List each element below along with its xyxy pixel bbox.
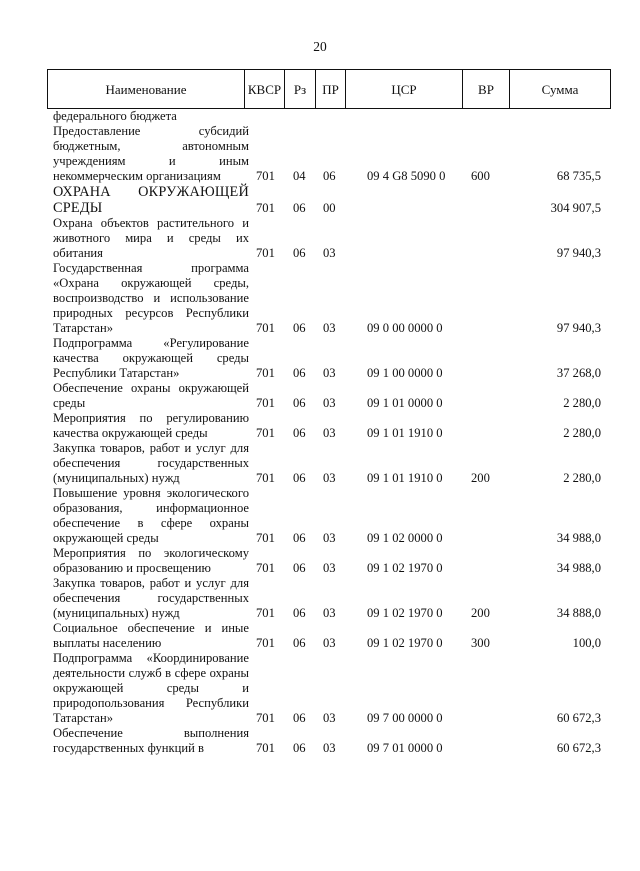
row-csr: 09 1 02 1970 0: [367, 636, 443, 650]
table-row: [0, 261, 640, 336]
row-kvsr: 701: [256, 471, 275, 485]
row-name: Мероприятия по экологическому образованию и просвещению: [53, 546, 249, 575]
row-kvsr: 701: [256, 561, 275, 575]
row-name: ОХРАНА ОКРУЖАЮЩЕЙ СРЕДЫ: [53, 184, 249, 216]
row-name: Государственная программа «Охрана окружающей среды, воспроизводство и использование природных ресурсов Республики Татарстан»: [53, 261, 249, 335]
row-vr: 300: [471, 636, 490, 650]
table-row: [0, 486, 640, 546]
row-sum: 2 280,0: [563, 396, 601, 410]
row-name: Подпрограмма «Координирование деятельности служб в сфере охраны окружающей среды и природопользования Республики Татарстан»: [53, 651, 249, 725]
row-rz: 06: [293, 426, 306, 440]
row-name: Обеспечение выполнения государственных функций в: [53, 726, 249, 755]
row-vr: 200: [471, 471, 490, 485]
table-row: [0, 124, 640, 184]
table-row: [0, 726, 640, 756]
row-pr: 03: [323, 741, 336, 755]
table-row: [0, 651, 640, 726]
row-sum: 97 940,3: [556, 246, 601, 260]
row-sum: 37 268,0: [556, 366, 601, 380]
table-row: [0, 184, 640, 216]
row-sum: 100,0: [572, 636, 601, 650]
row-rz: 06: [293, 366, 306, 380]
row-pr: 03: [323, 246, 336, 260]
row-csr: 09 0 00 0000 0: [367, 321, 443, 335]
row-sum: 60 672,3: [556, 741, 601, 755]
row-name: Мероприятия по регулированию качества окружающей среды: [53, 411, 249, 440]
row-kvsr: 701: [256, 531, 275, 545]
page-number: 20: [313, 39, 327, 54]
row-pr: 03: [323, 396, 336, 410]
table-row: [0, 336, 640, 381]
row-kvsr: 701: [256, 426, 275, 440]
row-name: Охрана объектов растительного и животного мира и среды их обитания: [53, 216, 249, 260]
row-pr: 03: [323, 426, 336, 440]
row-kvsr: 701: [256, 246, 275, 260]
header-pr: ПР: [316, 70, 346, 108]
header-kvsr: КВСР: [245, 70, 285, 108]
row-name: Закупка товаров, работ и услуг для обеспечения государственных (муниципальных) нужд: [53, 576, 249, 620]
header-sum: Сумма: [541, 81, 579, 97]
row-csr: 09 1 01 0000 0: [367, 396, 443, 410]
row-vr: 600: [471, 169, 490, 183]
row-pr: 03: [323, 321, 336, 335]
row-kvsr: 701: [256, 201, 275, 215]
row-rz: 06: [293, 741, 306, 755]
row-csr: 09 1 01 1910 0: [367, 471, 443, 485]
row-rz: 06: [293, 636, 306, 650]
row-rz: 06: [293, 321, 306, 335]
row-csr: 09 7 01 0000 0: [367, 741, 443, 755]
row-pr: 03: [323, 561, 336, 575]
row-rz: 06: [293, 201, 306, 215]
row-kvsr: 701: [256, 711, 275, 725]
table-header: [47, 69, 611, 109]
row-pr: 06: [323, 169, 336, 183]
row-kvsr: 701: [256, 321, 275, 335]
row-rz: 06: [293, 606, 306, 620]
row-csr: 09 1 00 0000 0: [367, 366, 443, 380]
row-csr: 09 7 00 0000 0: [367, 711, 443, 725]
row-name: Предоставление субсидий бюджетным, автономным учреждениям и иным некоммерческим организациям: [53, 124, 249, 183]
row-pr: 00: [323, 201, 336, 215]
row-pr: 03: [323, 471, 336, 485]
row-pr: 03: [323, 531, 336, 545]
row-sum: 2 280,0: [563, 471, 601, 485]
table-row: [0, 576, 640, 621]
row-csr: 09 1 02 0000 0: [367, 531, 443, 545]
table-row: [0, 109, 640, 124]
header-vr: ВР: [463, 70, 510, 108]
row-sum: 34 988,0: [556, 531, 601, 545]
row-name: Закупка товаров, работ и услуг для обеспечения государственных (муниципальных) нужд: [53, 441, 249, 485]
row-pr: 03: [323, 711, 336, 725]
table-row: [0, 546, 640, 576]
row-pr: 03: [323, 606, 336, 620]
row-sum: 304 907,5: [550, 201, 601, 215]
row-sum: 60 672,3: [556, 711, 601, 725]
row-kvsr: 701: [256, 636, 275, 650]
row-name: Подпрограмма «Регулирование качества окружающей среды Республики Татарстан»: [53, 336, 249, 380]
table-body: [0, 109, 640, 756]
row-sum: 97 940,3: [556, 321, 601, 335]
row-name: Обеспечение охраны окружающей среды: [53, 381, 249, 410]
row-csr: 09 1 02 1970 0: [367, 606, 443, 620]
row-csr: 09 1 01 1910 0: [367, 426, 443, 440]
row-rz: 06: [293, 246, 306, 260]
row-rz: 06: [293, 471, 306, 485]
row-rz: 06: [293, 711, 306, 725]
row-kvsr: 701: [256, 366, 275, 380]
row-name: Социальное обеспечение и иные выплаты населению: [53, 621, 249, 650]
row-sum: 2 280,0: [563, 426, 601, 440]
row-kvsr: 701: [256, 396, 275, 410]
row-sum: 34 888,0: [556, 606, 601, 620]
table-row: [0, 441, 640, 486]
row-rz: 06: [293, 396, 306, 410]
row-csr: 09 1 02 1970 0: [367, 561, 443, 575]
row-pr: 03: [323, 366, 336, 380]
table-row: [0, 381, 640, 411]
row-rz: 06: [293, 531, 306, 545]
row-sum: 34 988,0: [556, 561, 601, 575]
row-rz: 04: [293, 169, 306, 183]
row-sum: 68 735,5: [556, 169, 601, 183]
row-kvsr: 701: [256, 606, 275, 620]
table-row: [0, 411, 640, 441]
row-rz: 06: [293, 561, 306, 575]
row-kvsr: 701: [256, 741, 275, 755]
table-row: [0, 216, 640, 261]
row-kvsr: 701: [256, 169, 275, 183]
table-row: [0, 621, 640, 651]
row-csr: 09 4 G8 5090 0: [367, 169, 446, 183]
header-name: Наименование: [48, 70, 245, 108]
header-csr: ЦСР: [346, 70, 463, 108]
row-vr: 200: [471, 606, 490, 620]
row-name: Повышение уровня экологического образования, информационное обеспечение в сфере охраны окружающей среды: [53, 486, 249, 545]
header-rz: Рз: [285, 70, 316, 108]
row-pr: 03: [323, 636, 336, 650]
row-name: федерального бюджета: [53, 109, 177, 123]
